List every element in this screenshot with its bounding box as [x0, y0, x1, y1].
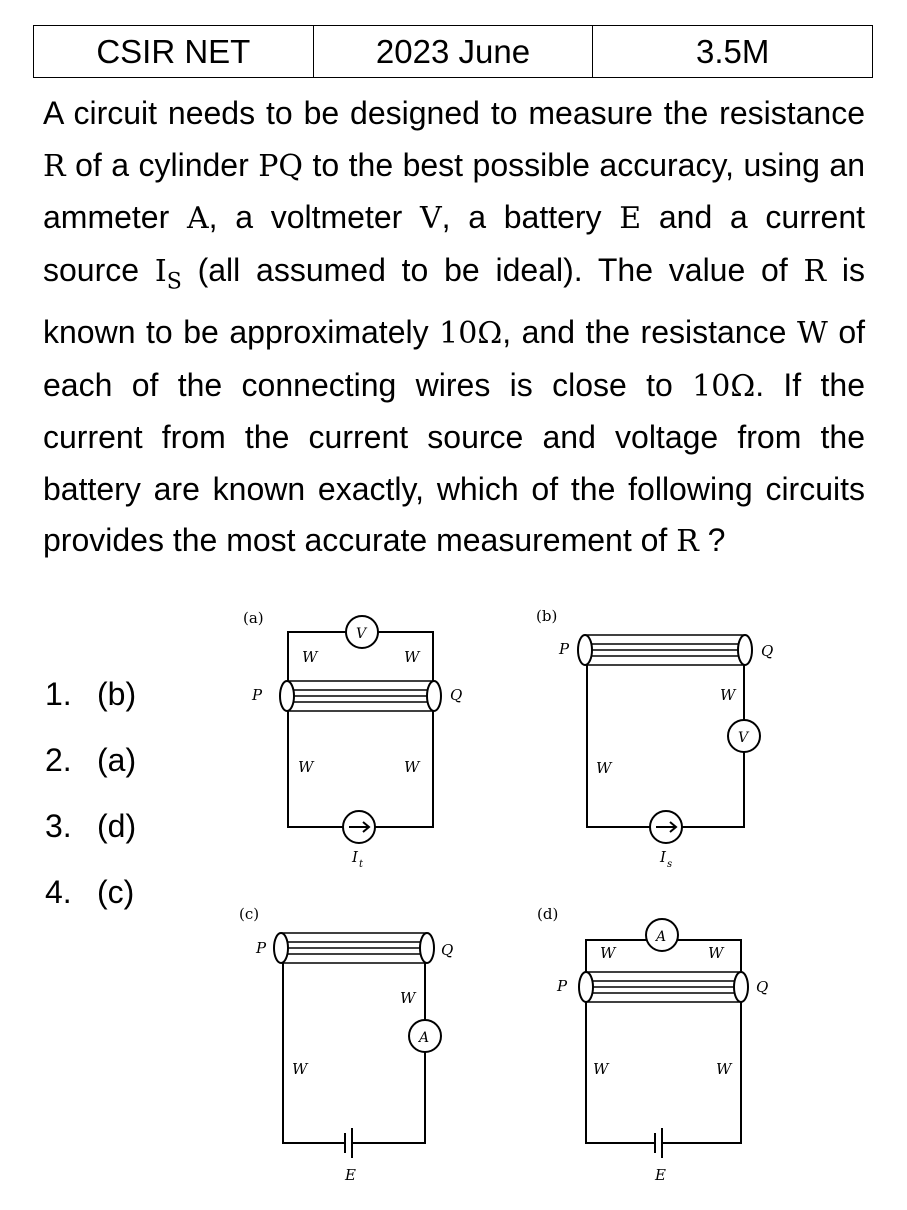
option-2[interactable]: 2. (a) — [45, 742, 137, 778]
svg-text:W: W — [708, 944, 724, 962]
svg-text:Q: Q — [761, 642, 774, 660]
circuit-b — [536, 607, 773, 870]
svg-text:A: A — [656, 929, 667, 945]
svg-text:E: E — [345, 1166, 356, 1184]
svg-text:W: W — [593, 1060, 609, 1078]
svg-text:Q: Q — [450, 686, 463, 704]
svg-text:P: P — [559, 640, 570, 658]
svg-text:I: I — [660, 848, 666, 866]
svg-text:A: A — [419, 1030, 430, 1046]
cylinder-pq — [579, 972, 748, 1002]
svg-text:W: W — [292, 1060, 308, 1078]
svg-text:W: W — [400, 989, 416, 1007]
circuit-c — [239, 905, 453, 1184]
svg-text:(d): (d) — [537, 905, 559, 923]
svg-text:P: P — [557, 977, 568, 995]
svg-text:W: W — [298, 758, 314, 776]
option-3[interactable]: 3. (d) — [45, 808, 137, 844]
battery-icon — [655, 1128, 667, 1158]
circuit-a — [243, 609, 462, 870]
marks: 3.5M — [593, 26, 873, 78]
cylinder-pq — [274, 933, 434, 963]
circuit-d — [537, 905, 768, 1184]
svg-text:I: I — [352, 848, 358, 866]
svg-text:P: P — [252, 686, 263, 704]
svg-text:W: W — [600, 944, 616, 962]
svg-text:t: t — [359, 859, 364, 870]
exam-name: CSIR NET — [34, 26, 314, 78]
svg-text:W: W — [720, 686, 736, 704]
question-text: A circuit needs to be designed to measure the resistance R of a cylinder PQ to the best possible accuracy, using an ammeter A, a voltmeter V, a battery E and a current source $I_S$ (all assumed to be ideal). The value of R is known to be approximately 10Ω, and the resistance W of each of the connecting wires is close to 10Ω. If the current from the current source and voltage from the battery are known exactly, which of the following circuits provides the most accurate measurement of R ? — [43, 95, 866, 560]
svg-text:s: s — [667, 859, 673, 870]
exam-session: 2023 June — [313, 26, 593, 78]
svg-text:(c): (c) — [239, 905, 260, 923]
svg-text:E: E — [655, 1166, 666, 1184]
option-4[interactable]: 4. (c) — [45, 874, 135, 910]
svg-text:W: W — [716, 1060, 732, 1078]
svg-text:V: V — [356, 626, 367, 642]
svg-text:W: W — [404, 648, 420, 666]
svg-text:P: P — [256, 939, 267, 957]
cylinder-pq — [280, 681, 441, 711]
battery-icon — [345, 1128, 357, 1158]
svg-text:W: W — [404, 758, 420, 776]
svg-text:Q: Q — [441, 941, 454, 959]
svg-text:W: W — [596, 759, 612, 777]
option-1[interactable]: 1. (b) — [45, 676, 137, 712]
cylinder-pq — [578, 635, 752, 665]
svg-text:(b): (b) — [536, 607, 558, 625]
svg-text:(a): (a) — [243, 609, 264, 627]
svg-text:V: V — [738, 730, 749, 746]
svg-text:W: W — [302, 648, 318, 666]
svg-text:Q: Q — [756, 978, 769, 996]
